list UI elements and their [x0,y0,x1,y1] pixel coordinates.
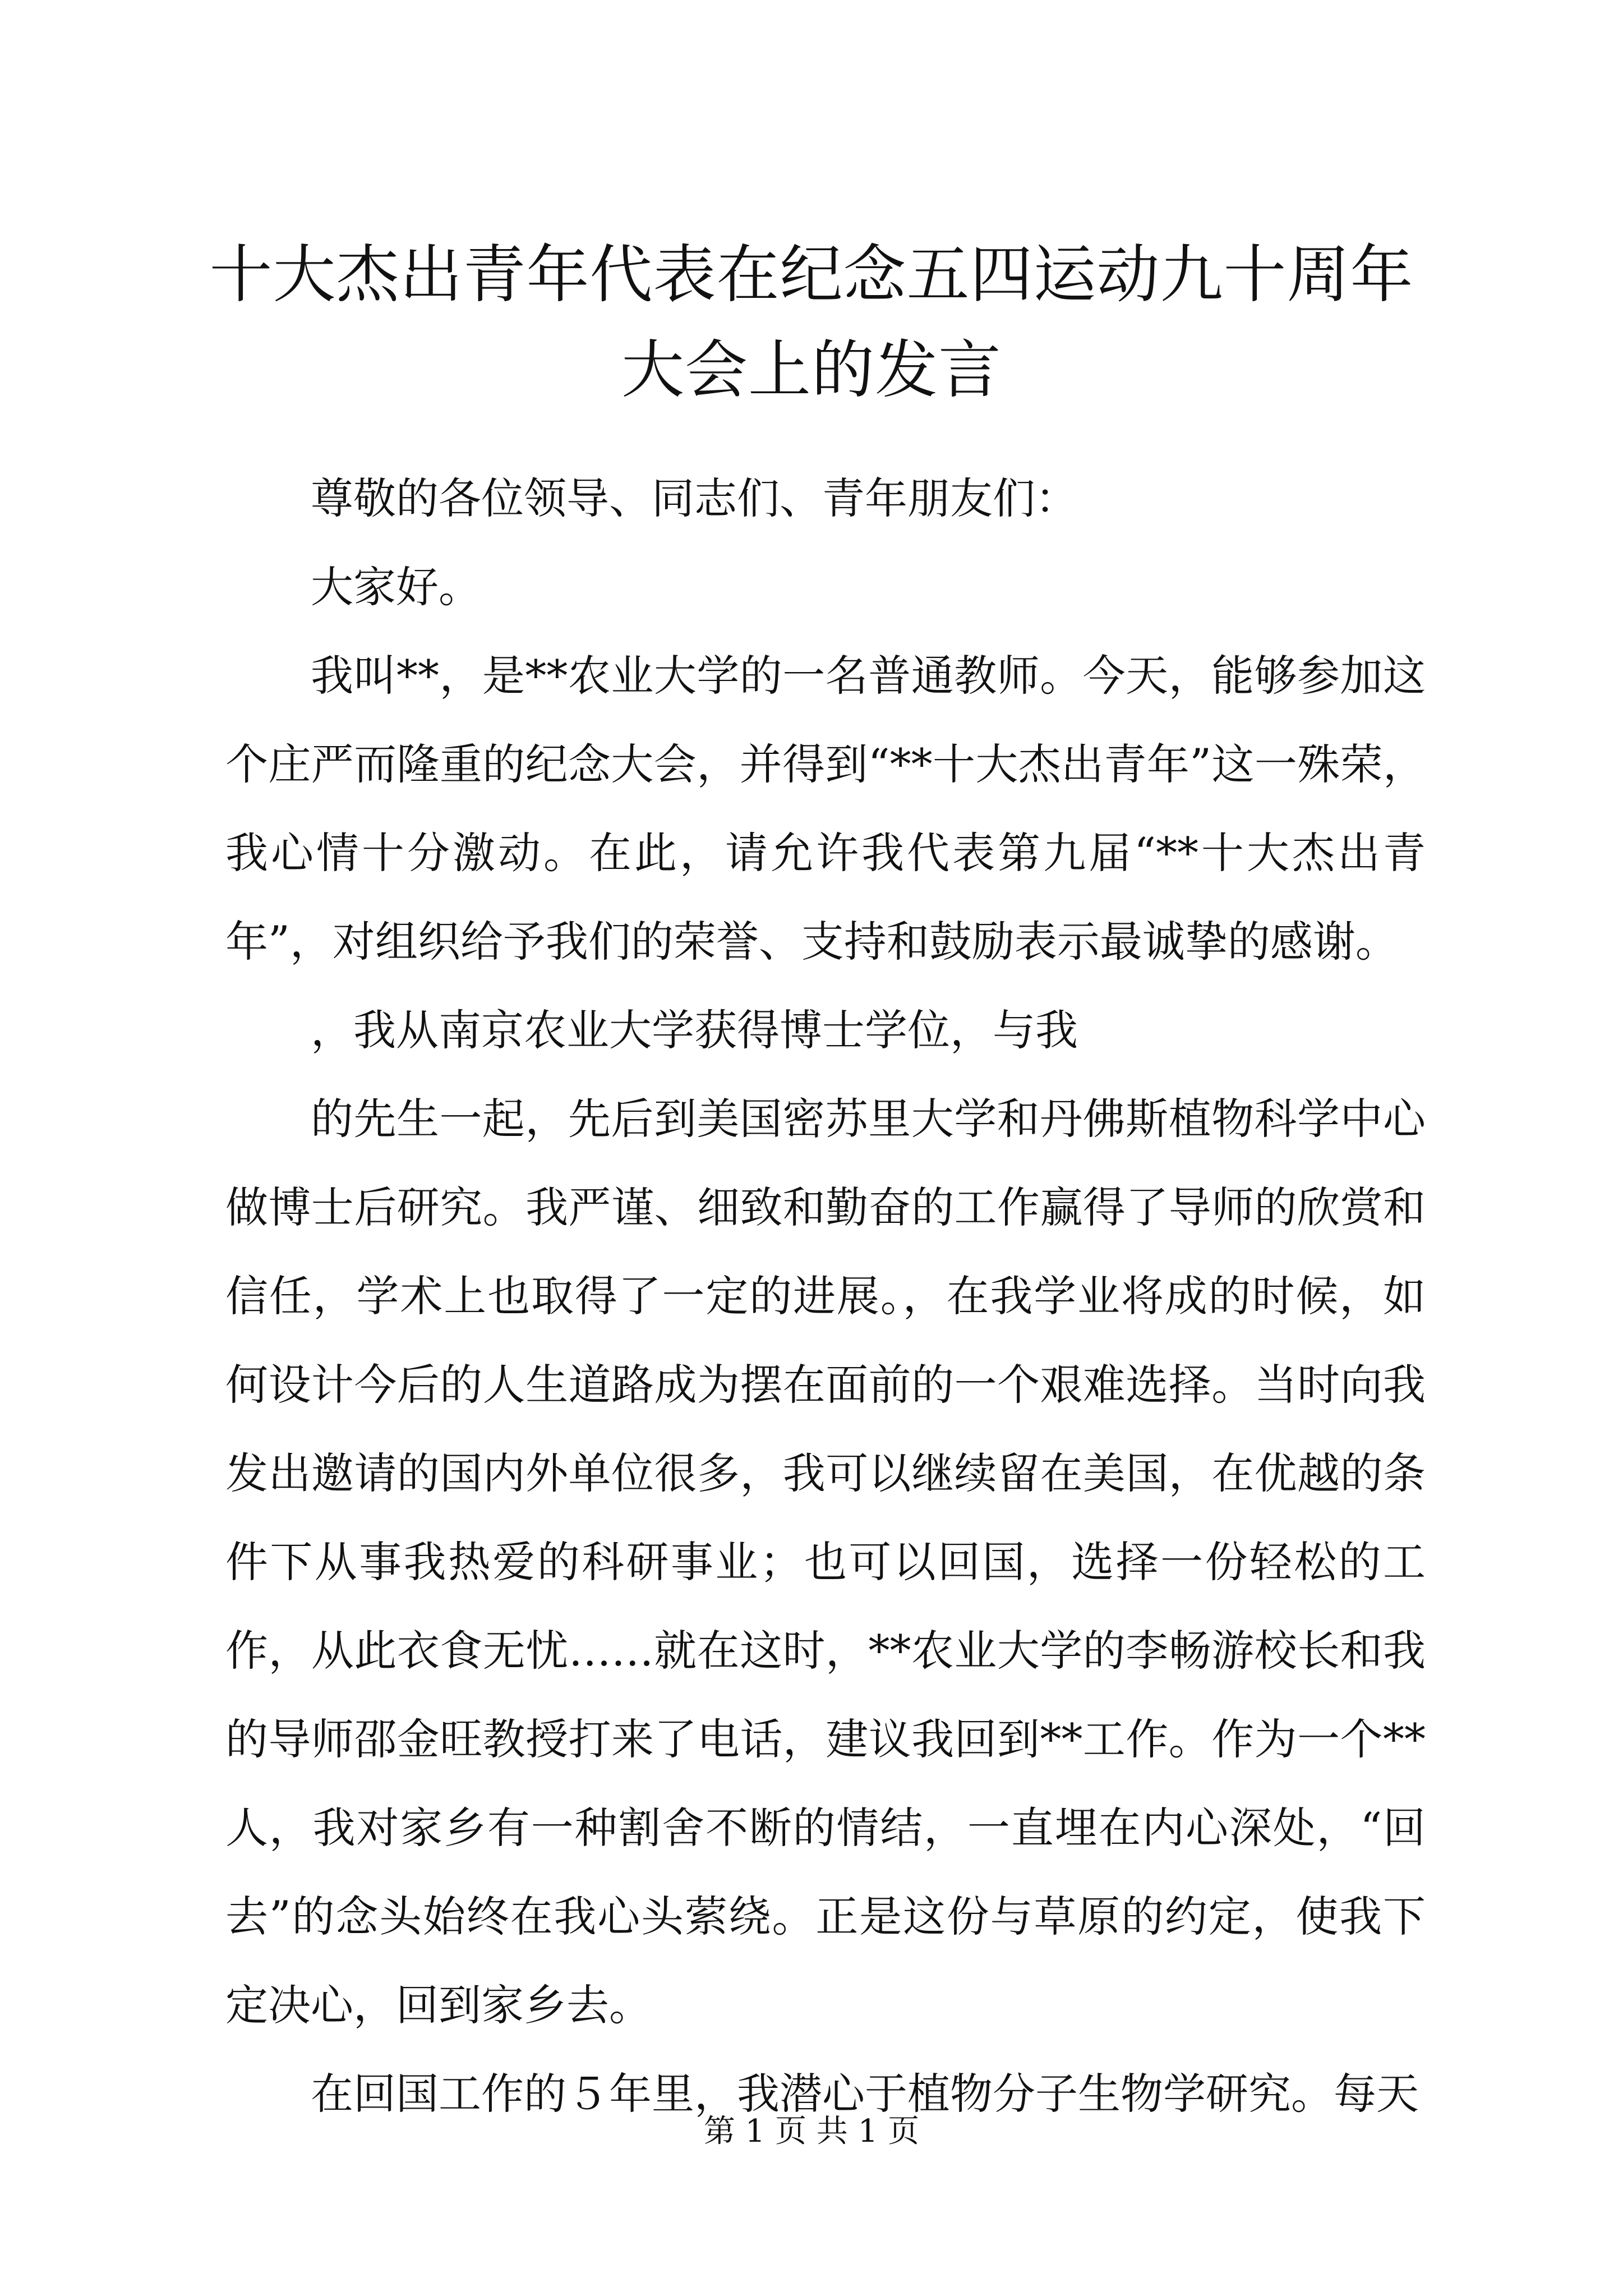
paragraph-salutation: 尊敬的各位领导、同志们、青年朋友们： [311,473,1078,523]
page-footer: 第 1 页 共 1 页 [703,2113,920,2150]
document-title: 十大杰出青年代表在纪念五四运动九十周年大会上的发言 [209,238,1414,407]
paragraph-research: 在回国工作的５年里，我潜心于植物分子生物学研究。每天 [311,2069,1419,2119]
paragraph-introduction: 我叫**，是**农业大学的一名普通教师。今天，能够参加这个庄严而隆重的纪念大会，并得到“**十大杰出青年”这一殊荣，我心情十分激动。在此，请允许我代表第九届“**十大杰出青年”，对组织给予我们的荣誉、支持和鼓励表示最诚挚的感谢。 [225,651,1426,967]
paragraph-postdoc-return: 的先生一起，先后到美国密苏里大学和丹佛斯植物科学中心做博士后研究。我严谨、细致和勤奋的工作赢得了导师的欣赏和信任，学术上也取得了一定的进展。，在我学业将成的时候，如何设计今后的人生道路成为摆在面前的一个艰难选择。当时向我发出邀请的国内外单位很多，我可以继续留在美国，在优越的条件下从事我热爱的科研事业；也可以回国，选择一份轻松的工作，从此衣食无忧……就在这时，**农业大学的李畅游校长和我的导师邵金旺教授打来了电话，建议我回到**工作。作为一个**人，我对家乡有一种割舍不断的情结，一直埋在内心深处，“回去”的念头始终在我心头萦绕。正是这份与草原的约定，使我下定决心，回到家乡去。 [225,1094,1426,2030]
document-body [225,454,1426,2138]
paragraph-greeting: 大家好。 [311,562,481,612]
paragraph-doctorate: ，我从南京农业大学获得博士学位，与我 [311,1005,1078,1055]
